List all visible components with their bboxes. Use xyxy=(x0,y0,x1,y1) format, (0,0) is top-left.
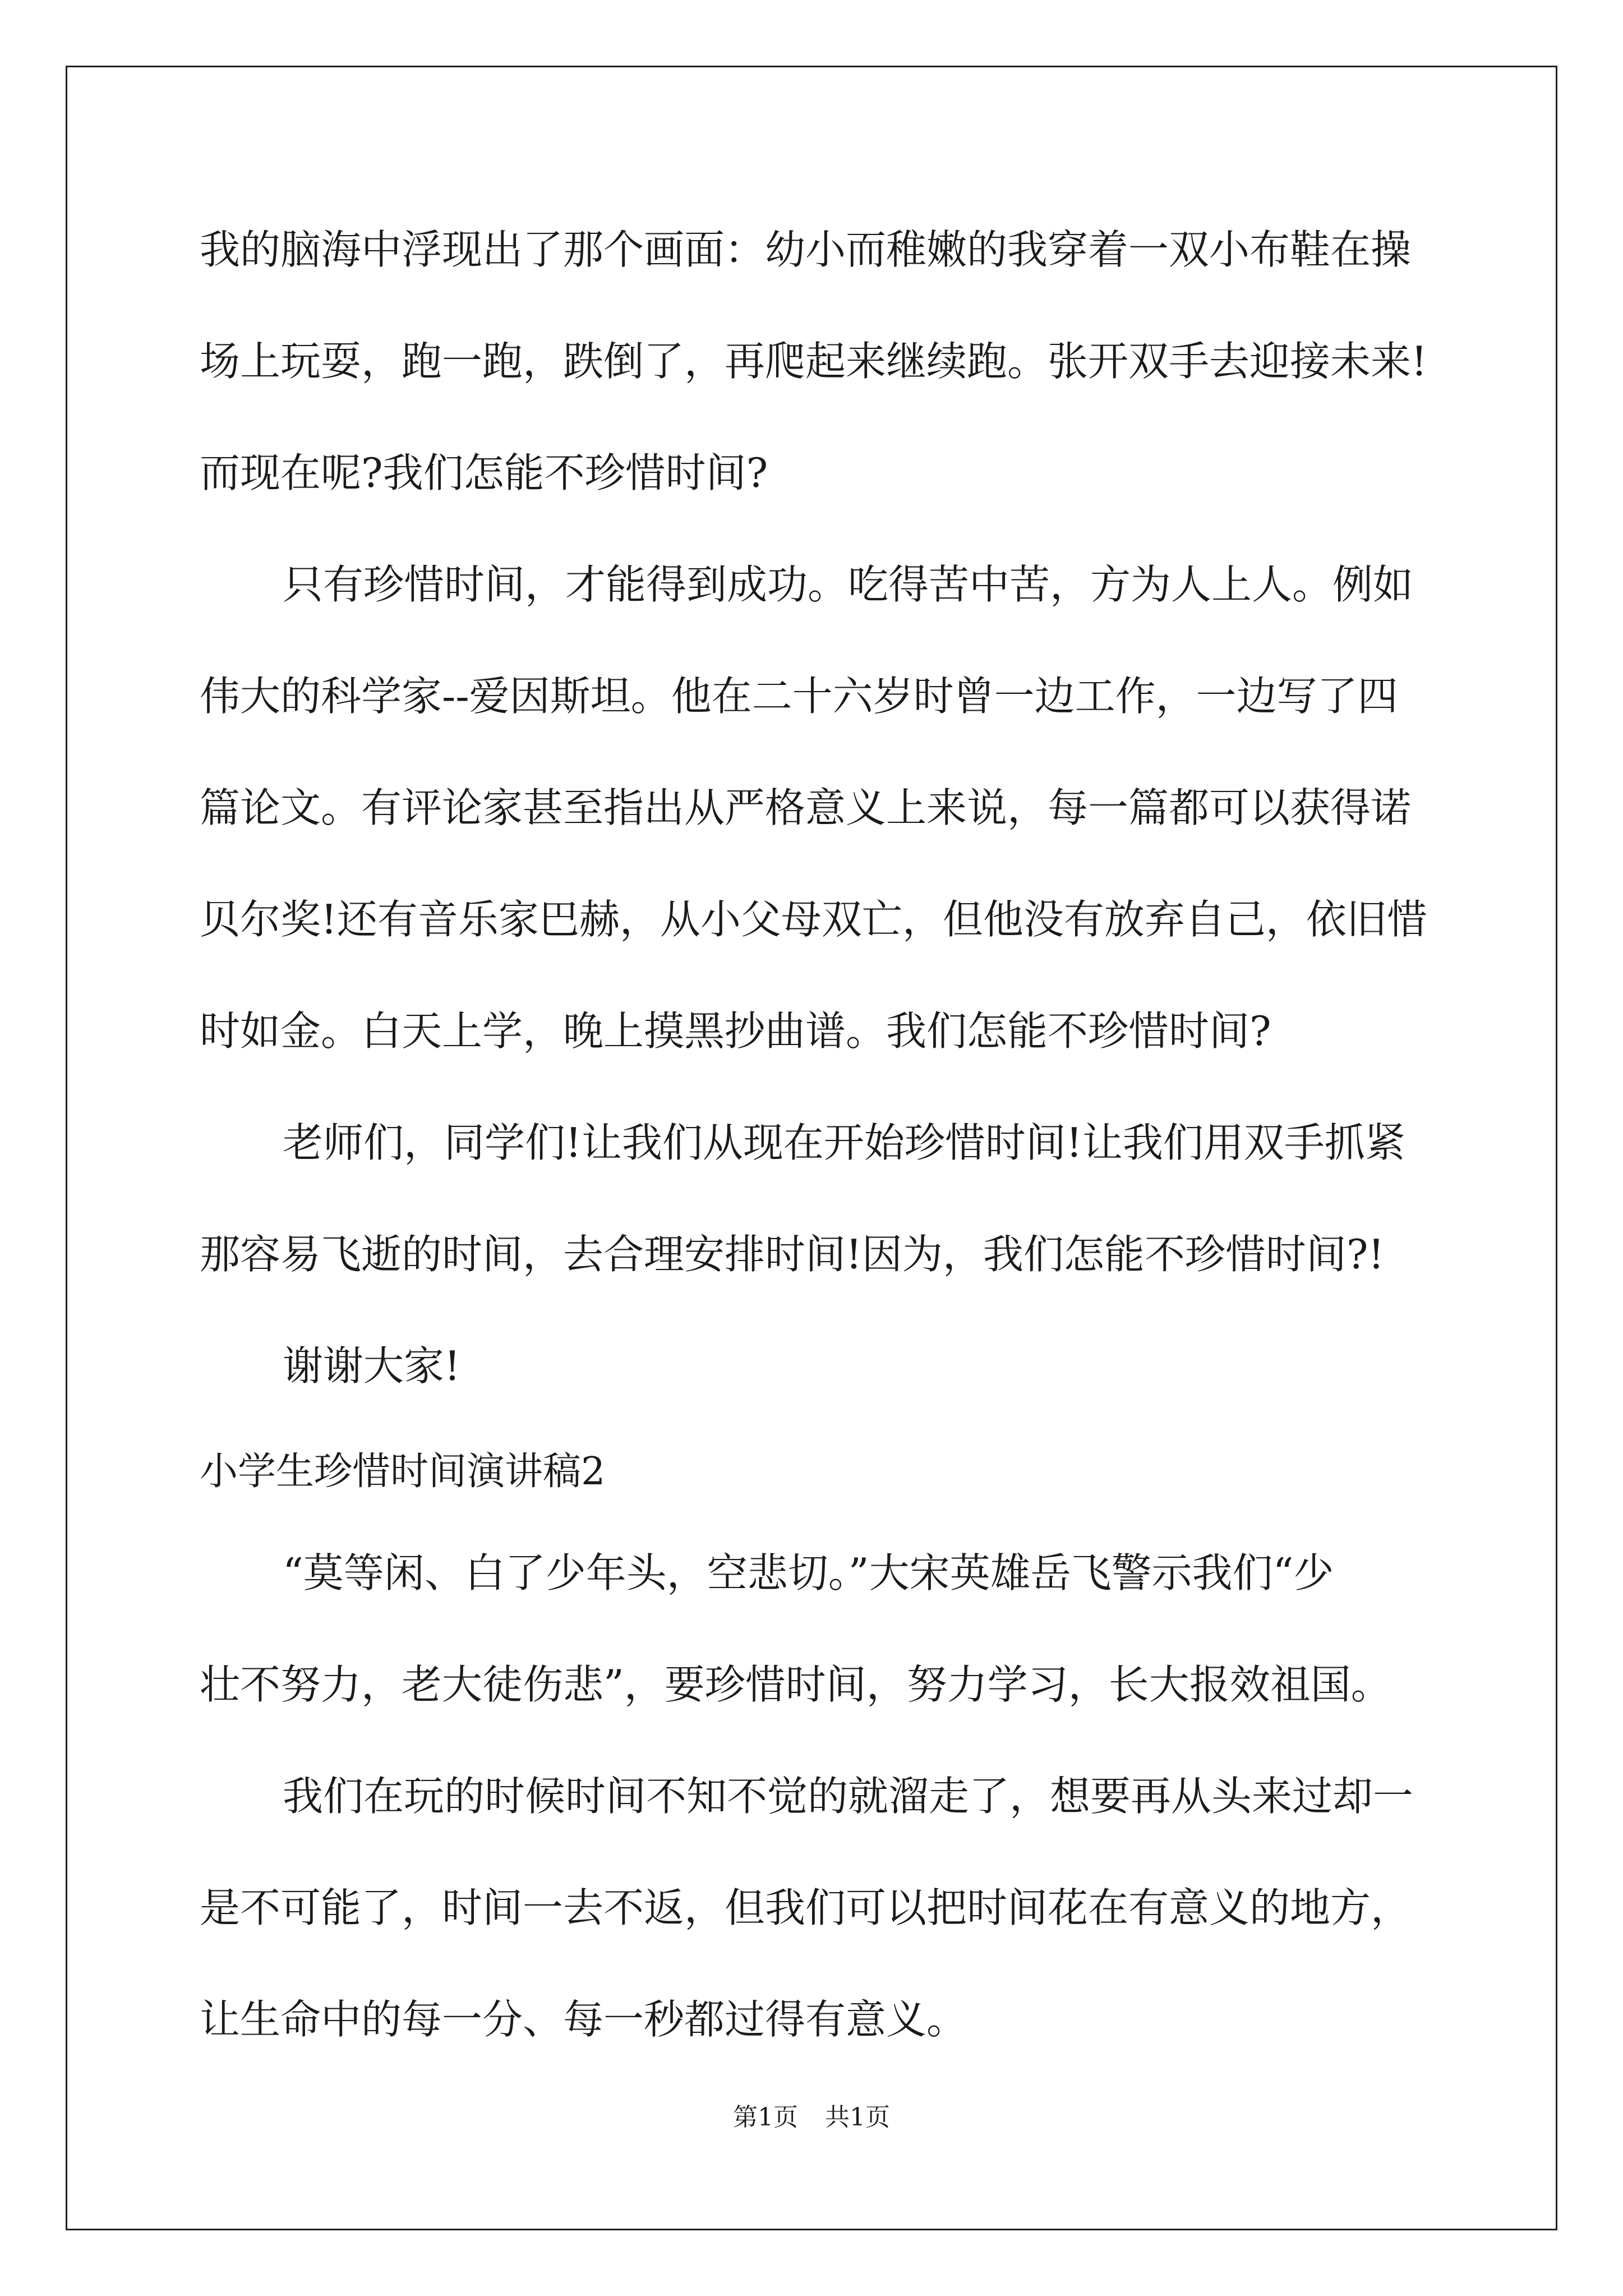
text-line: 我的脑海中浮现出了那个画面：幼小而稚嫩的我穿着一双小布鞋在操 xyxy=(200,226,1412,273)
page-total: 共1页 xyxy=(825,2103,890,2132)
document-body xyxy=(200,208,1433,2089)
text-line: 是不可能了，时间一去不返，但我们可以把时间花在有意义的地方， xyxy=(200,1884,1412,1931)
page-footer xyxy=(0,2101,1623,2134)
section-heading: 小学生珍惜时间演讲稿2 xyxy=(200,1450,606,1494)
text-line: 伟大的科学家--爱因斯坦。他在二十六岁时曾一边工作，一边写了四 xyxy=(200,673,1398,720)
text-line: 那容易飞逝的时间，去合理安排时间!因为，我们怎能不珍惜时间?! xyxy=(200,1231,1385,1278)
paragraph-start-line: 谢谢大家! xyxy=(283,1342,460,1389)
paragraph-start-line: 我们在玩的时候时间不知不觉的就溜走了，想要再从头来过却一 xyxy=(283,1773,1414,1820)
text-line: 时如金。白天上学，晚上摸黑抄曲谱。我们怎能不珍惜时间? xyxy=(200,1007,1271,1055)
text-line: 贝尔奖!还有音乐家巴赫，从小父母双亡，但他没有放弃自己，依旧惜 xyxy=(200,896,1427,943)
text-line: 而现在呢?我们怎能不珍惜时间? xyxy=(200,449,768,496)
paragraph-start-line: 只有珍惜时间，才能得到成功。吃得苦中苦，方为人上人。例如 xyxy=(283,561,1414,608)
text-line: 场上玩耍，跑一跑，跌倒了，再爬起来继续跑。张开双手去迎接未来! xyxy=(200,338,1427,385)
text-line: 篇论文。有评论家甚至指出从严格意义上来说，每一篇都可以获得诺 xyxy=(200,784,1412,831)
page-number: 第1页 xyxy=(733,2103,798,2132)
paragraph-start-line: “莫等闲、白了少年头，空悲切。”大宋英雄岳飞警示我们“少 xyxy=(283,1549,1334,1596)
paragraph-start-line: 老师们，同学们!让我们从现在开始珍惜时间!让我们用双手抓紧 xyxy=(283,1119,1405,1166)
text-line: 壮不努力，老大徒伤悲”，要珍惜时间，努力学习，长大报效祖国。 xyxy=(200,1661,1391,1708)
text-line: 让生命中的每一分、每一秒都过得有意义。 xyxy=(200,1996,967,2043)
